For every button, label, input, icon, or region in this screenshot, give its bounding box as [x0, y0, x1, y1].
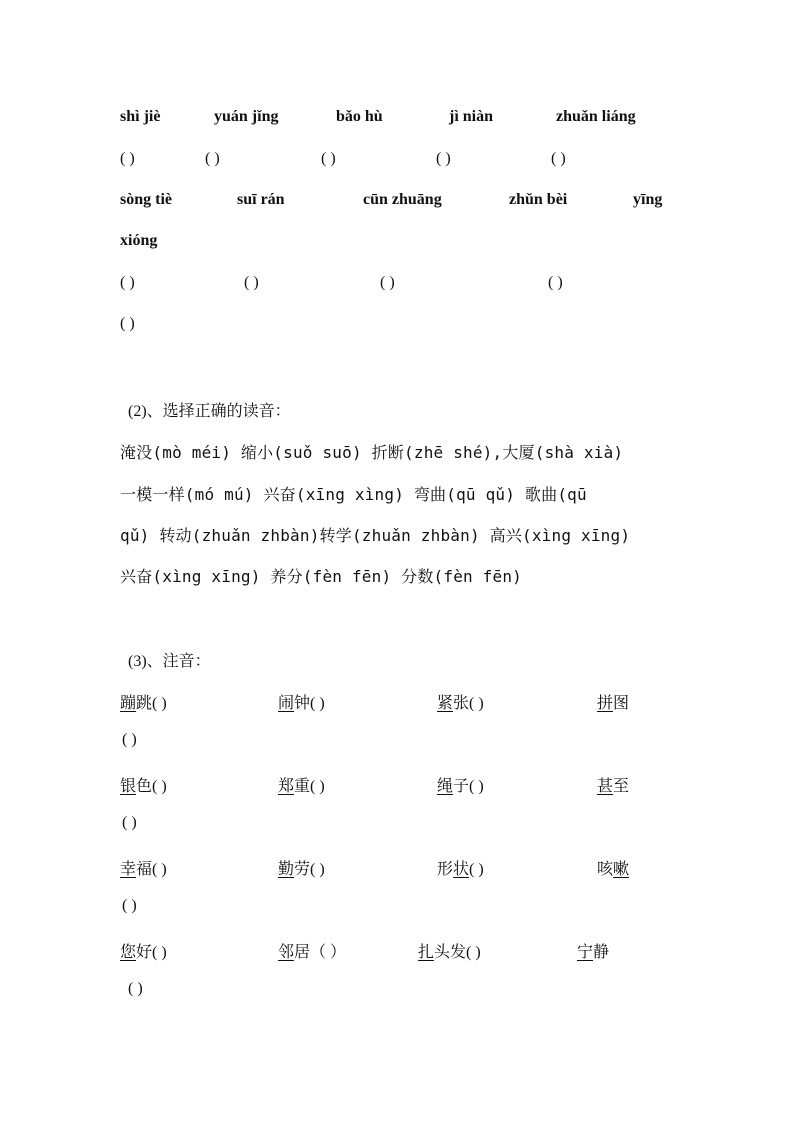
pinyin-prompt: cūn zhuāng — [363, 191, 442, 208]
pronunciation-line: 一模一样(mó mú) 兴奋(xīng xìng) 弯曲(qū qǔ) 歌曲(qū — [120, 485, 587, 504]
word-item: 幸福( ) — [120, 859, 167, 878]
word-item: 闹钟( ) — [278, 693, 325, 712]
word-item: 形状( ) — [437, 859, 484, 878]
answer-blank[interactable]: ( ) — [321, 150, 336, 167]
answer-blank[interactable]: ( ) — [122, 731, 137, 748]
pinyin-prompt: zhuǎn liáng — [556, 108, 636, 125]
pinyin-prompt: zhǔn bèi — [509, 191, 568, 208]
word-item: 银色( ) — [120, 776, 167, 795]
pinyin-prompt: shì jiè — [120, 108, 161, 125]
answer-blank[interactable]: ( ) — [244, 274, 259, 291]
answer-blank[interactable]: ( ) — [466, 944, 481, 961]
pinyin-prompt: xióng — [120, 232, 158, 249]
answer-blank[interactable]: ( ) — [310, 778, 325, 795]
pronunciation-line: 淹没(mò méi) 缩小(suǒ suō) 折断(zhē shé),大厦(shà xià) — [120, 443, 624, 462]
section-heading: (2)、选择正确的读音： — [128, 403, 291, 420]
answer-blank[interactable]: ( ) — [152, 778, 167, 795]
answer-blank[interactable]: ( ) — [205, 150, 220, 167]
answer-blank[interactable]: ( ) — [152, 944, 167, 961]
answer-blank[interactable]: ( ) — [120, 315, 135, 332]
answer-blank[interactable]: ( ) — [469, 695, 484, 712]
pinyin-prompt: bǎo hù — [336, 108, 383, 125]
answer-blank[interactable]: ( ) — [128, 980, 143, 997]
pinyin-prompt: sòng tiè — [120, 191, 172, 208]
answer-blank[interactable]: ( ) — [122, 897, 137, 914]
answer-blank[interactable]: ( ) — [120, 274, 135, 291]
word-item: 咳嗽 — [597, 859, 630, 878]
answer-blank[interactable]: ( ) — [152, 861, 167, 878]
answer-blank[interactable]: ( ) — [310, 861, 325, 878]
pinyin-prompt: jì niàn — [449, 108, 494, 125]
answer-blank[interactable]: ( ) — [122, 814, 137, 831]
answer-blank[interactable]: ( ) — [469, 861, 484, 878]
word-item: 紧张( ) — [437, 693, 484, 712]
word-item: 拼图 — [597, 693, 630, 712]
answer-blank[interactable]: （ ） — [310, 944, 347, 961]
pinyin-prompt: yīng — [633, 191, 663, 208]
word-item: 蹦跳( ) — [120, 693, 167, 712]
answer-blank[interactable]: ( ) — [120, 150, 135, 167]
pinyin-prompt: yuán jǐng — [214, 108, 279, 125]
word-item: 甚至 — [597, 776, 630, 795]
word-item: 您好( ) — [120, 942, 167, 961]
word-item: 勤劳( ) — [278, 859, 325, 878]
answer-blank[interactable]: ( ) — [551, 150, 566, 167]
word-item: 绳子( ) — [437, 776, 484, 795]
answer-blank[interactable]: ( ) — [152, 695, 167, 712]
answer-blank[interactable]: ( ) — [436, 150, 451, 167]
pronunciation-line: 兴奋(xìng xīng) 养分(fèn fēn) 分数(fèn fēn) — [120, 567, 523, 586]
word-item: 扎头发( ) — [418, 942, 481, 961]
answer-blank[interactable]: ( ) — [469, 778, 484, 795]
word-item: 宁静 — [577, 942, 610, 961]
word-item: 邻居（ ） — [278, 942, 347, 961]
answer-blank[interactable]: ( ) — [548, 274, 563, 291]
answer-blank[interactable]: ( ) — [310, 695, 325, 712]
word-item: 郑重( ) — [278, 776, 325, 795]
pronunciation-line: qǔ) 转动(zhuǎn zhbàn)转学(zhuǎn zhbàn) 高兴(xìng xīng) — [120, 526, 631, 545]
answer-blank[interactable]: ( ) — [380, 274, 395, 291]
section-heading: (3)、注音： — [128, 653, 211, 670]
pinyin-prompt: suī rán — [237, 191, 285, 208]
